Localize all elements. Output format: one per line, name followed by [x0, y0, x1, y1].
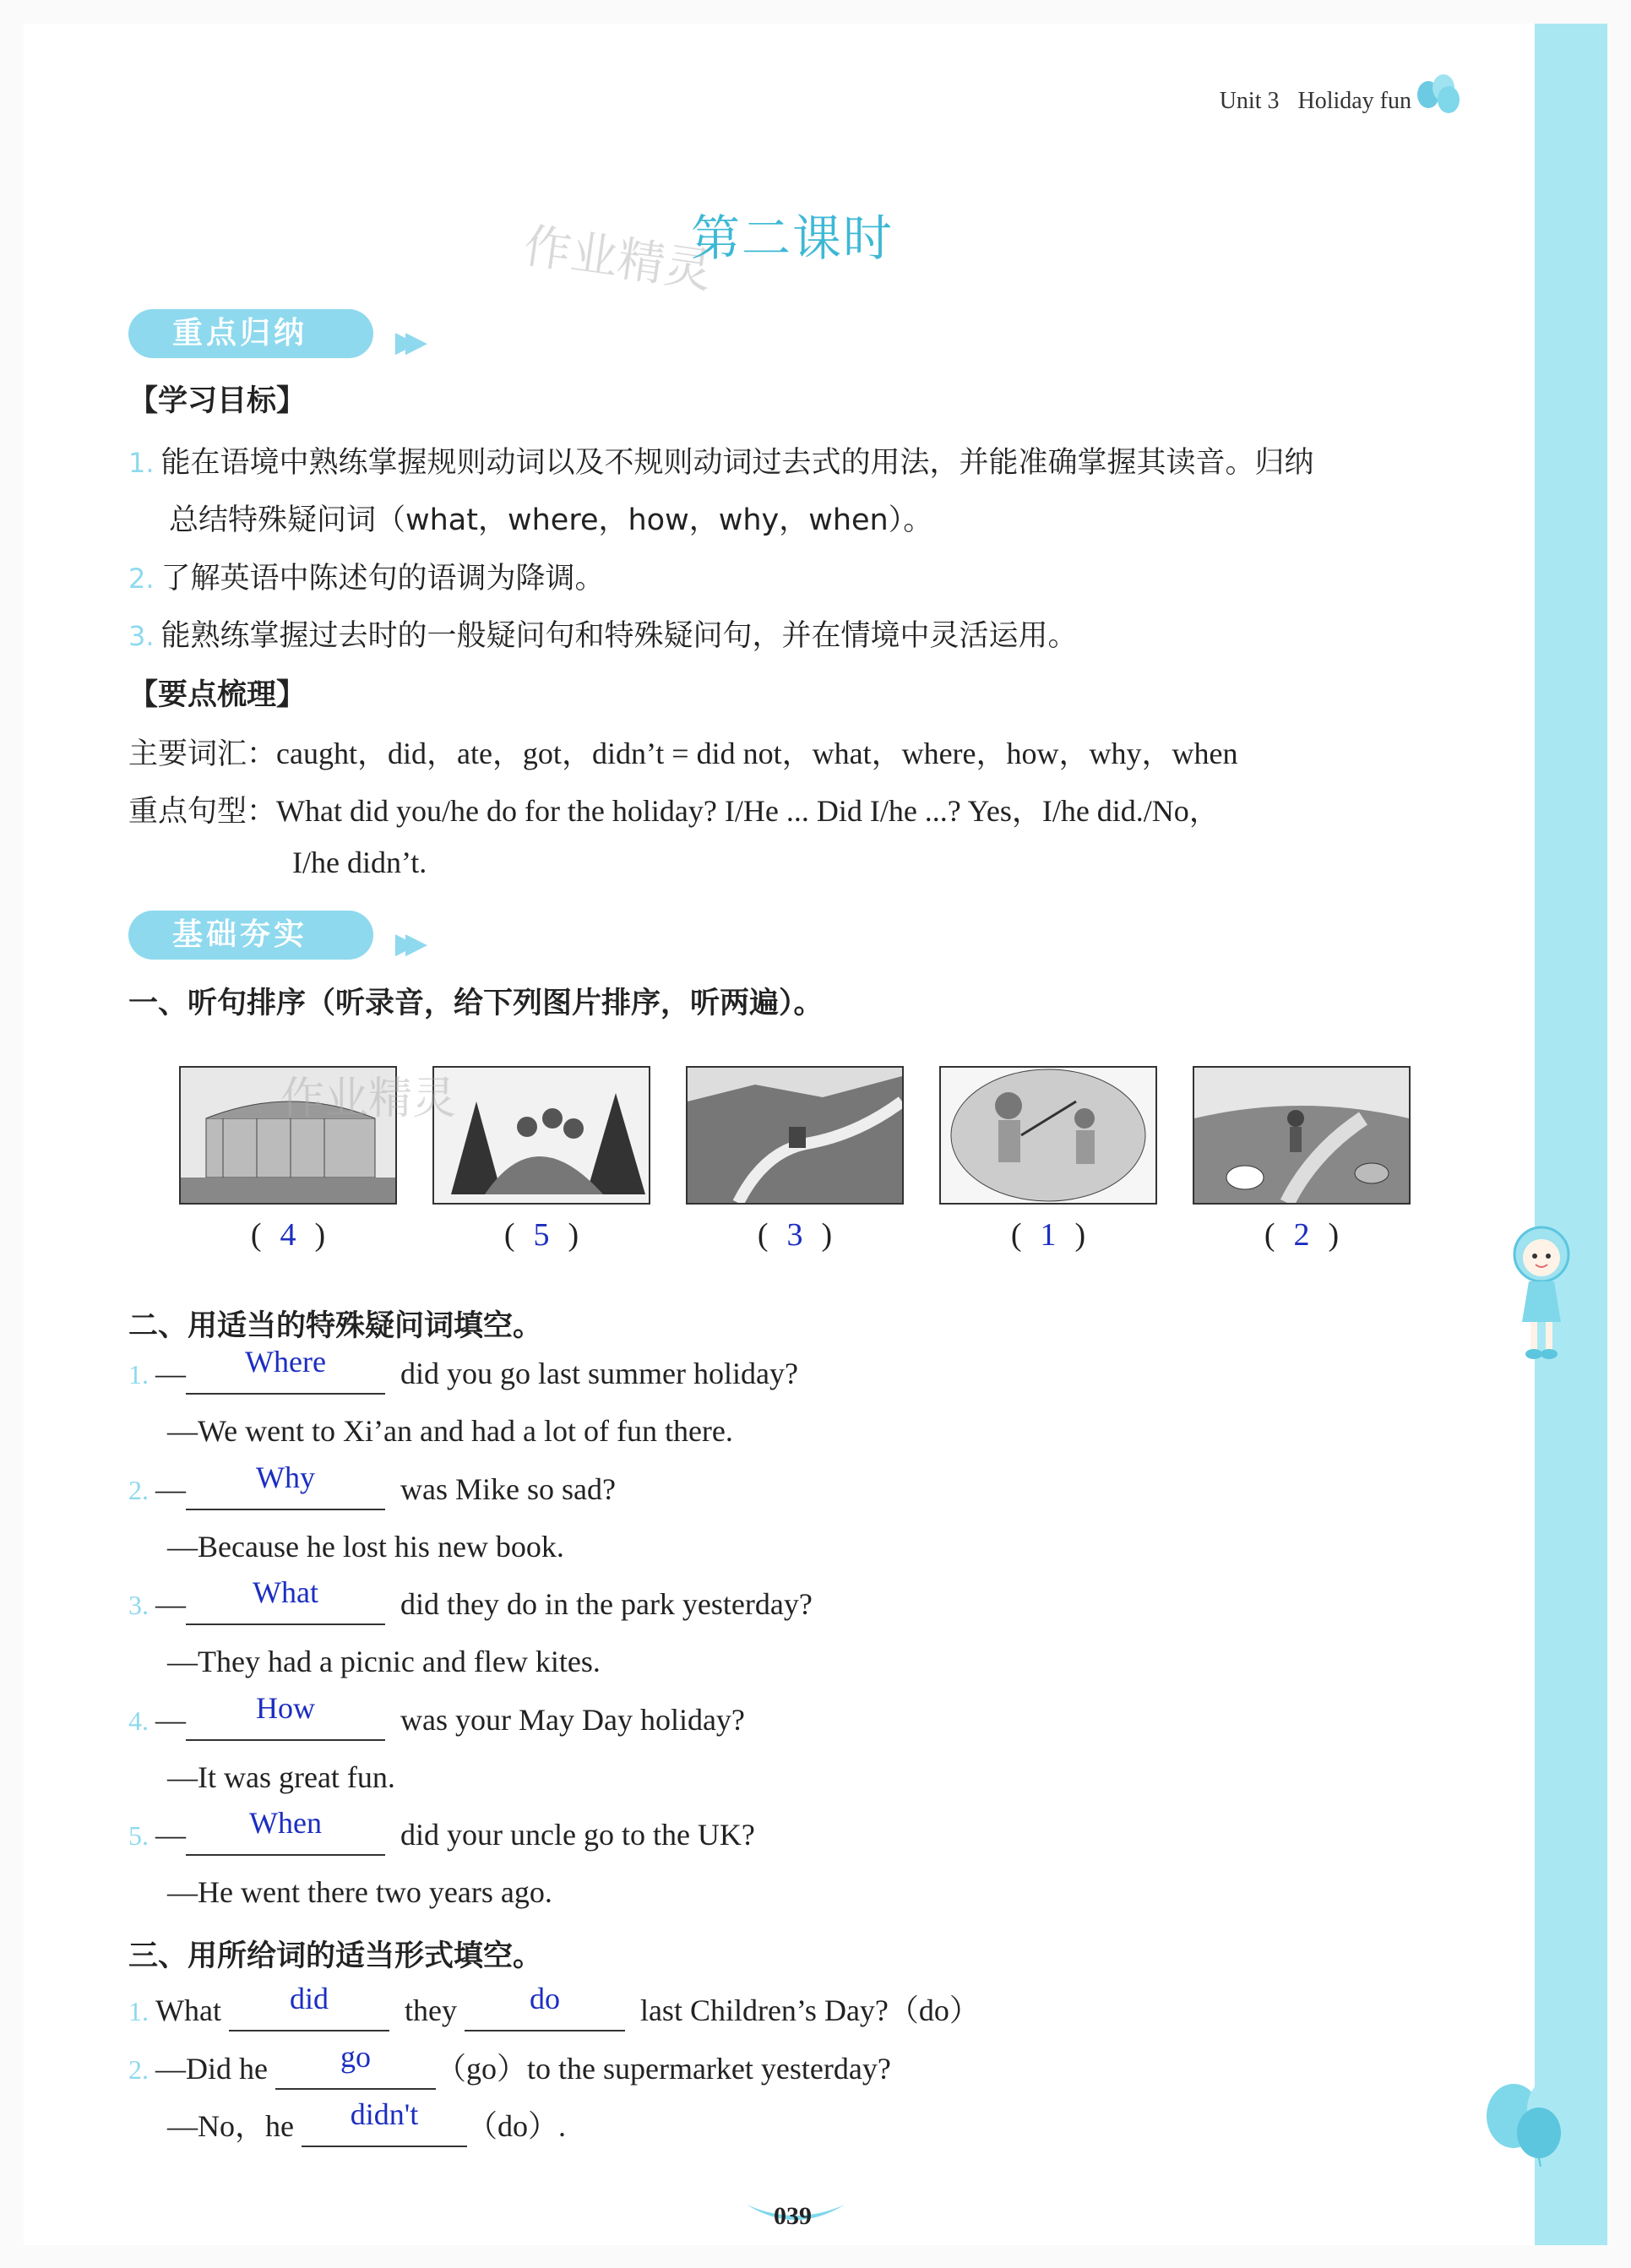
fill-question: 3. — What did they do in the park yesterday?: [128, 1586, 813, 1625]
response-line: —We went to Xi’an and had a lot of fun there.: [167, 1414, 733, 1448]
response-line: —They had a picnic and flew kites.: [167, 1645, 601, 1678]
running-header: [1220, 88, 1411, 115]
fill-question-continued: —No，he didn't （do）.: [167, 2102, 566, 2147]
girl-cartoon-icon: [1505, 1221, 1578, 1364]
answer-blank: Why: [186, 1471, 385, 1510]
double-arrow-icon: ▶▶: [394, 325, 416, 359]
fill-question: 1. — Where did you go last summer holiday?: [128, 1356, 798, 1395]
response-line: —It was great fun.: [167, 1760, 395, 1794]
answer-blank: did: [229, 1993, 389, 2031]
fill-question: 2. — Why was Mike so sad?: [128, 1471, 616, 1510]
goal-item-continued: 总结特殊疑问词（what，where，how，why，when）。: [169, 503, 933, 537]
answer-blank: do: [465, 1993, 625, 2031]
order-answer-slot: ( 3 ): [757, 1217, 833, 1253]
order-answer-slot: ( 4 ): [250, 1217, 326, 1253]
sentence-line-continued: I/he didn’t.: [292, 846, 427, 879]
question-1-heading: 一、听句排序（听录音，给下列图片排序，听两遍）。: [128, 987, 824, 1020]
side-decoration-band: [1535, 24, 1607, 2245]
double-arrow-icon: ▶▶: [394, 927, 416, 960]
great-wall-picture: [686, 1066, 904, 1205]
page-title: 第二课时: [691, 209, 894, 267]
topic-label: Holiday fun: [1297, 88, 1411, 114]
question-3-heading: 三、用所给词的适当形式填空。: [128, 1939, 543, 1973]
answer-blank: Where: [186, 1356, 385, 1395]
balloon-icon: [1480, 2074, 1590, 2167]
unit-label: Unit 3: [1219, 88, 1280, 114]
section-tag-basics: 基础夯实 ▶▶: [128, 911, 373, 960]
page-number: 039: [774, 2202, 812, 2230]
answer-blank: How: [186, 1702, 385, 1741]
section-tag-key-points: 重点归纳 ▶▶: [128, 309, 373, 358]
farm-picture: [1193, 1066, 1411, 1205]
answer-blank: go: [275, 2051, 436, 2090]
fill-question: 4. — How was your May Day holiday?: [128, 1702, 745, 1741]
fill-question: 5. — When did your uncle go to the UK?: [128, 1817, 755, 1856]
fill-question: 2. —Did he go （go）to the supermarket yesterday?: [128, 2045, 891, 2090]
goal-item: 3. 能熟练掌握过去时的一般疑问句和特殊疑问句，并在情境中灵活运用。: [128, 619, 1078, 653]
order-answer-slot: ( 2 ): [1264, 1217, 1340, 1253]
response-line: —He went there two years ago.: [167, 1875, 552, 1909]
answer-blank: What: [186, 1586, 385, 1625]
order-answer-slot: ( 5 ): [503, 1217, 579, 1253]
watermark: 作业精灵: [280, 1074, 457, 1124]
goals-heading: 【学习目标】: [128, 384, 307, 418]
fishing-picture: [939, 1066, 1157, 1205]
watermark: 作业精灵: [519, 218, 715, 300]
response-line: —Because he lost his new book.: [167, 1530, 564, 1564]
goal-item: 2. 了解英语中陈述句的语调为降调。: [128, 562, 605, 596]
answer-blank: When: [186, 1817, 385, 1856]
order-answer-slot: ( 1 ): [1010, 1217, 1086, 1253]
question-2-heading: 二、用适当的特殊疑问词填空。: [128, 1309, 543, 1343]
answer-blank: didn't: [302, 2108, 467, 2147]
hiking-picture: [432, 1066, 650, 1205]
goal-item: 1. 能在语境中熟练掌握规则动词以及不规则动词过去式的用法，并能准确掌握其读音。归纳: [128, 446, 1314, 480]
fill-question: 1. What did they do last Children’s Day?（do）: [128, 1987, 980, 2031]
points-heading: 【要点梳理】: [128, 678, 307, 712]
vocab-line: 主要词汇：caught，did，ate，got，didn’t = did not，what，where，how，why，when: [128, 737, 1238, 771]
balloon-icon: [1417, 74, 1458, 115]
sentence-line: 重点句型：What did you/he do for the holiday? I/He ... Did I/he ...? Yes，I/he did./No，: [128, 794, 1220, 829]
